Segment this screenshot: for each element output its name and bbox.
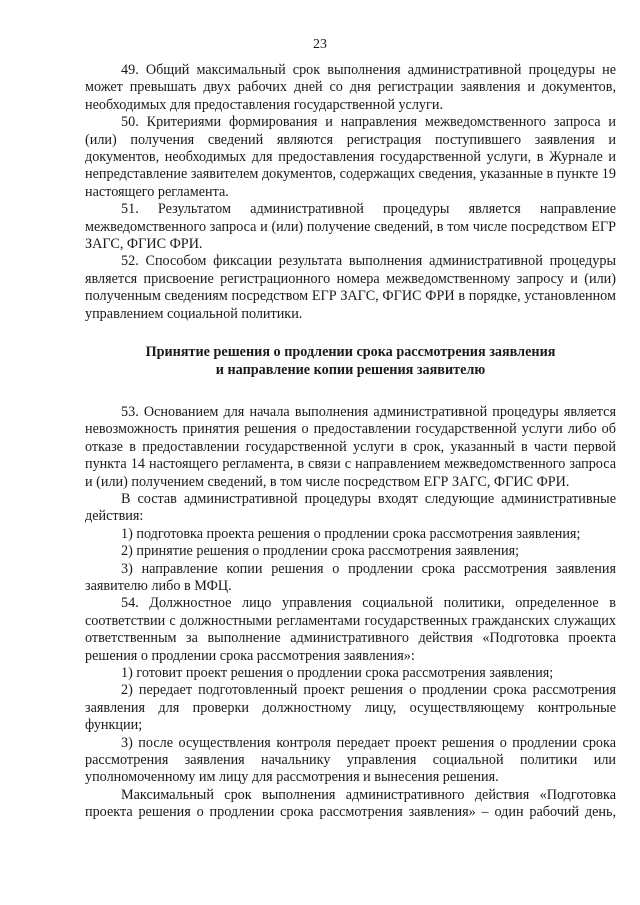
page-number: 23 [313, 37, 327, 52]
paragraph-50: 50. Критериями формирования и направления межведомственного запроса и (или) получения сведений являются регистрация поступившего заявления и документов, необходимых для предоставления государственной услуги, в Журнале и непредставление заявителем документов, содержащих сведения, указанные в пункте 19 настоящего регламента. [85, 114, 616, 200]
paragraph-51: 51. Результатом административной процедуры является направление межведомственного запроса и (или) получение сведений, в том числе посредством ЕГР ЗАГС, ФГИС ФРИ. [85, 201, 616, 253]
paragraph-54: 54. Должностное лицо управления социальной политики, определенное в соответствии с должностными регламентами государственных гражданских служащих ответственным за выполнение административного действия «Подготовка проекта решения о продлении срока рассмотрения заявления»: [85, 595, 616, 664]
paragraph-actions-intro: В состав административной процедуры входят следующие административные действия: [85, 490, 616, 525]
paragraph-49: 49. Общий максимальный срок выполнения административной процедуры не может превышать двух рабочих дней со дня регистрации заявления и документов, необходимых для предоставления государственной услуги. [85, 62, 616, 113]
section-heading-line-1: Принятие решения о продлении срока рассмотрения заявления [145, 344, 556, 361]
section-heading-line-2: и направление копии решения заявителю [215, 361, 486, 378]
paragraph-53: 53. Основанием для начала выполнения административной процедуры является невозможность принятия решения о предоставлении государственной услуги либо об отказе в предоставлении государственной услуги в срок, указанный в части первой пункта 14 настоящего регламента, в связи с направлением межведомственного запроса и (или) получением сведений, в том числе посредством ЕГР ЗАГС, ФГИС ФРИ. [85, 403, 616, 490]
list-item-duty-2: 2) передает подготовленный проект решения о продлении срока рассмотрения заявления для проверки должностному лицу, осуществляющему контрольные функции; [85, 682, 616, 734]
paragraph-52: 52. Способом фиксации результата выполнения административной процедуры является присвоение регистрационного номера межведомственному запросу и (или) полученным сведениям посредством ЕГР ЗАГС, ФГИС ФРИ в порядке, установленном управлением социальной политики. [85, 253, 616, 322]
list-item-duty-3: 3) после осуществления контроля передает проект решения о продлении срока рассмотрения заявления начальнику управления социальной политики или уполномоченному им лицу для рассмотрения и вынесения решения. [85, 734, 616, 786]
list-item-action-3: 3) направление копии решения о продлении срока рассмотрения заявления заявителю либо в МФЦ. [85, 560, 616, 594]
section-heading [85, 344, 616, 379]
document-body [85, 62, 616, 822]
list-item-action-1: 1) подготовка проекта решения о продлении срока рассмотрения заявления; [121, 525, 581, 542]
list-item-duty-1: 1) готовит проект решения о продлении срока рассмотрения заявления; [121, 665, 554, 681]
paragraph-max-term: Максимальный срок выполнения административного действия «Подготовка проекта решения о продлении срока рассмотрения заявления» – один рабочий день, [85, 786, 616, 821]
list-item-action-2: 2) принятие решения о продлении срока рассмотрения заявления; [121, 543, 520, 560]
